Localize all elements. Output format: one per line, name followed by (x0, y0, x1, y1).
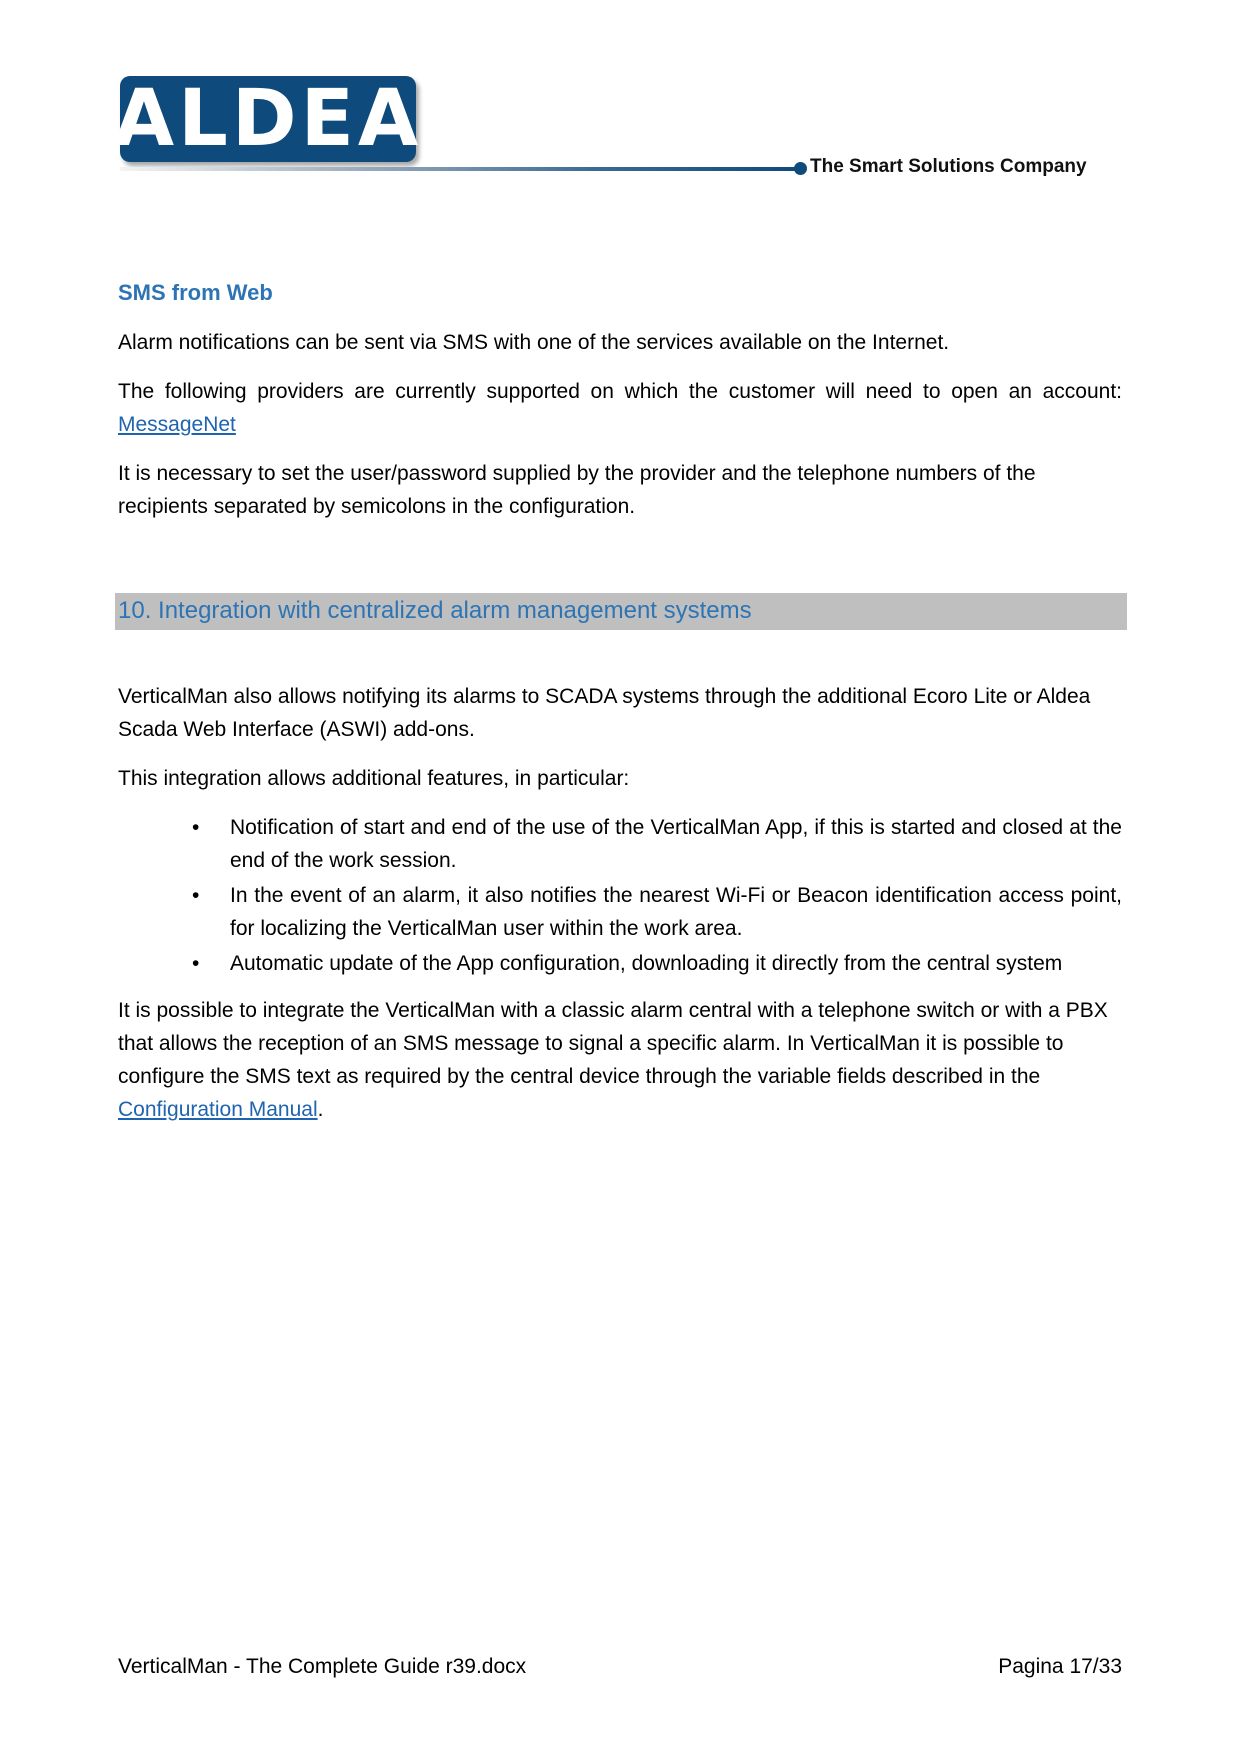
sms-paragraph-3: It is necessary to set the user/password supplied by the provider and the telephone numbers of the recipients separated by semicolons in the configuration. (118, 462, 1036, 518)
feature-text: Notification of start and end of the use of the VerticalMan App, if this is started and closed at the end of the work session. (230, 816, 1122, 872)
feature-list-item (118, 811, 1122, 877)
header-rule (120, 167, 800, 171)
footer-document-name: VerticalMan - The Complete Guide r39.docx (118, 1655, 527, 1678)
integration-paragraph-1: VerticalMan also allows notifying its alarms to SCADA systems through the additional Ecoro Lite or Aldea Scada Web Interface (ASWI) add-ons. (118, 685, 1091, 741)
integration-section (118, 680, 1122, 1142)
integration-paragraph-3-suffix: . (317, 1098, 324, 1121)
integration-paragraph-2: This integration allows additional features, in particular: (118, 767, 630, 790)
configuration-manual-link[interactable]: Configuration Manual (118, 1098, 318, 1121)
sms-paragraph-1: Alarm notifications can be sent via SMS with one of the services available on the Internet. (118, 331, 950, 354)
logo-text: ALDEA (113, 74, 423, 164)
header-dot-icon (794, 162, 807, 175)
chapter-heading-bar (115, 593, 1127, 630)
aldea-logo (113, 74, 423, 164)
section-heading-sms: SMS from Web (118, 280, 273, 305)
sms-paragraph-2-text: The following providers are currently supported on which the customer will need to open an account: (118, 380, 1122, 403)
sms-section (118, 278, 1122, 539)
bullet-icon: • (192, 816, 200, 839)
messagenet-link[interactable]: MessageNet (118, 413, 236, 436)
integration-paragraph-3 (118, 994, 1122, 1126)
feature-list-item (118, 879, 1122, 945)
feature-list (118, 811, 1122, 980)
bullet-icon: • (192, 884, 200, 907)
feature-list-item (118, 947, 1122, 980)
feature-text: In the event of an alarm, it also notifies the nearest Wi-Fi or Beacon identification access point, for localizing the VerticalMan user within the work area. (230, 884, 1122, 940)
sms-paragraph-2 (118, 375, 1122, 441)
integration-paragraph-3-text: It is possible to integrate the VerticalMan with a classic alarm central with a telephone switch or with a PBX that allows the reception of an SMS message to signal a specific alarm. In VerticalMan it is possible to configure the SMS text as required by the central device through the variable fields described in the (118, 999, 1108, 1088)
company-tagline: The Smart Solutions Company (810, 156, 1087, 177)
bullet-icon: • (192, 952, 200, 975)
feature-text: Automatic update of the App configuration, downloading it directly from the central system (230, 952, 1063, 975)
chapter-heading-integration: 10. Integration with centralized alarm management systems (118, 597, 752, 624)
footer-page-number: Pagina 17/33 (998, 1655, 1122, 1678)
